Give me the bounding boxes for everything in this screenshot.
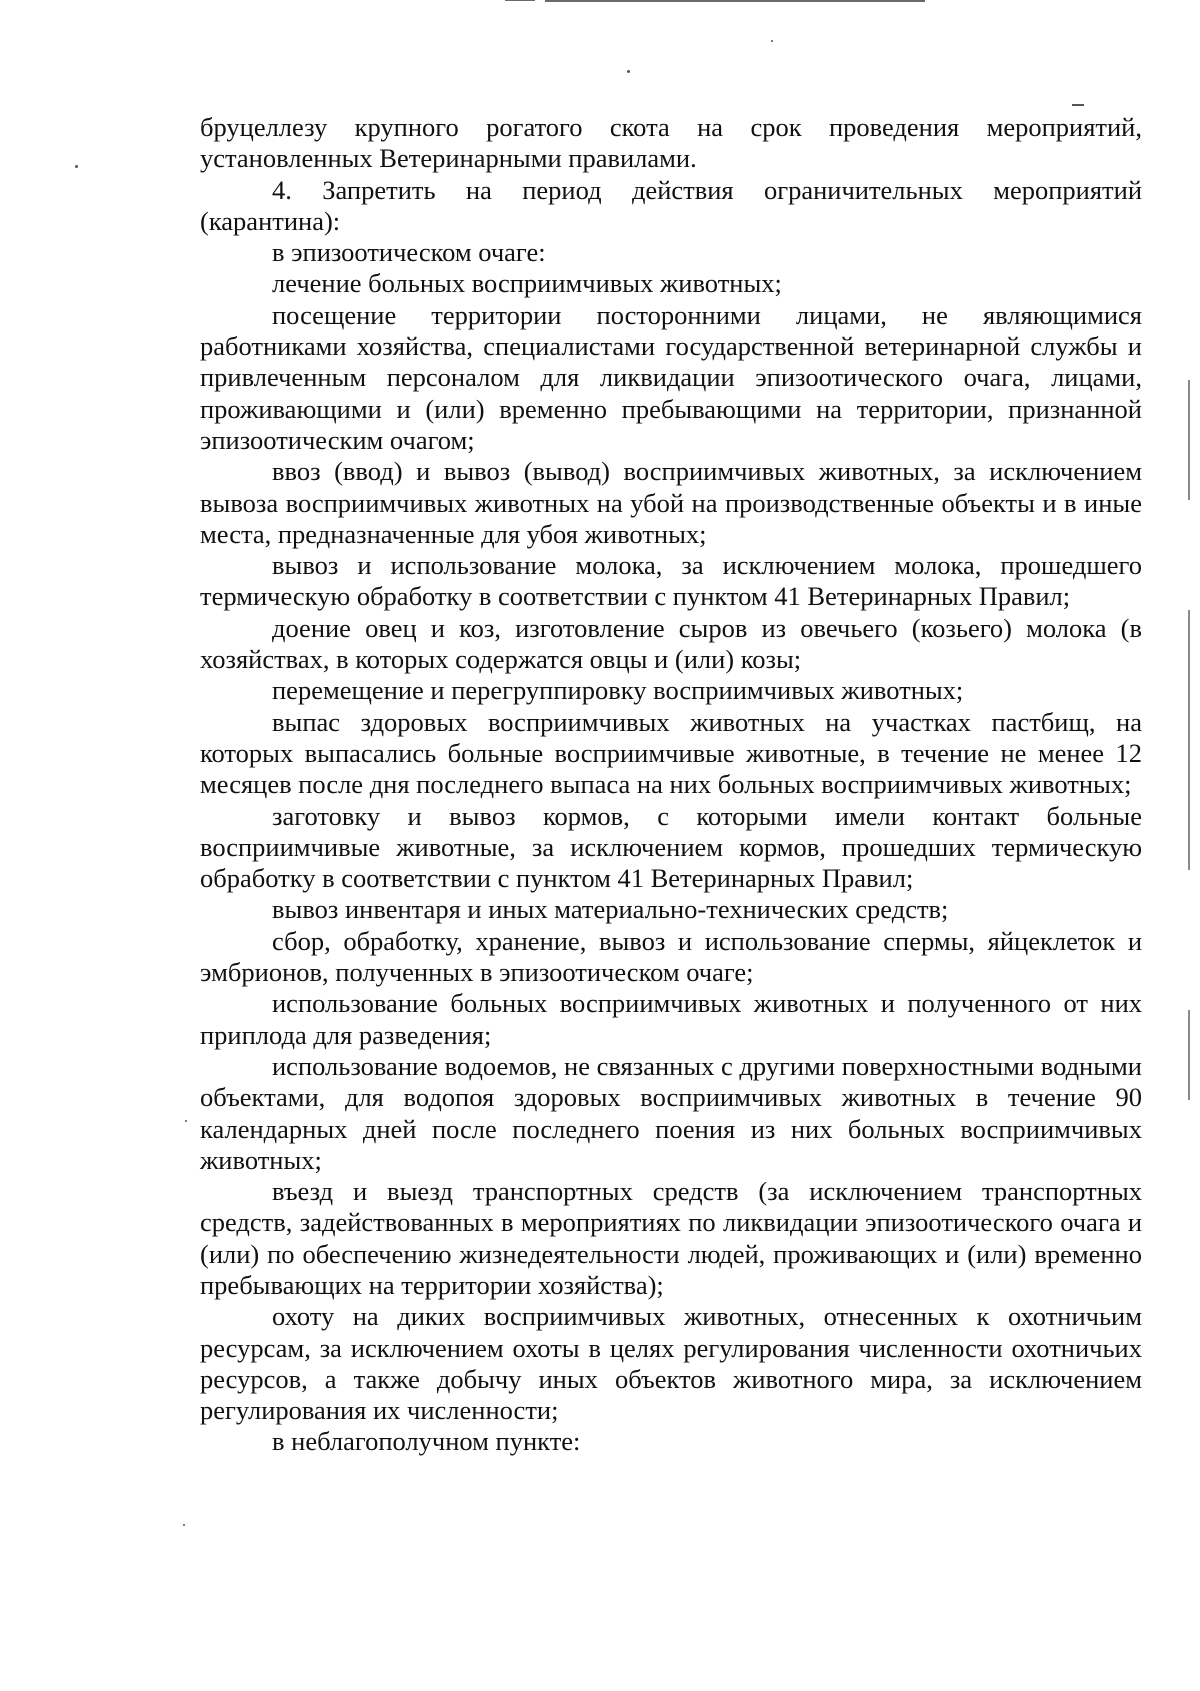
paragraph: в эпизоотическом очаге: <box>272 237 546 268</box>
scan-speck <box>75 165 78 168</box>
paragraph: использование водоемов, не связанных с другими поверхностными водными объектами, для водопоя здоровых восприимчивых животных в течение 90 календарных дней после последнего поения из них больных восприимчивых животных; <box>200 1050 1142 1175</box>
scan-speck <box>771 40 773 42</box>
paragraph: вывоз инвентаря и иных материально-технических средств; <box>272 894 949 925</box>
scan-speck <box>627 70 630 73</box>
paragraph: доение овец и коз, изготовление сыров из овечьего (козьего) молока (в хозяйствах, в которых содержатся овцы и (или) козы; <box>200 612 1142 675</box>
paragraph: посещение территории посторонними лицами, не являющимися работниками хозяйства, специалистами государственной ветеринарной службы и привлеченным персоналом для ликвидации эпизоотического очага, лицами, проживающими и (или) временно пребывающими на территории, признанной эпизоотическим очагом; <box>200 299 1142 455</box>
scan-speck <box>183 1524 185 1526</box>
scan-top-edge-line <box>545 0 925 2</box>
document-body <box>200 112 1142 1458</box>
paragraph: вывоз и использование молока, за исключением молока, прошедшего термическую обработку в соответствии с пунктом 41 Ветеринарных Правил; <box>200 550 1142 612</box>
paragraph: ввоз (ввод) и вывоз (вывод) восприимчивых животных, за исключением вывоза восприимчивых животных на убой на производственные объекты и в иные места, предназначенные для убоя животных; <box>200 456 1142 549</box>
paragraph: выпас здоровых восприимчивых животных на участках пастбищ, на которых выпасались больные восприимчивые животные, в течение не менее 12 месяцев после дня последнего выпаса на них больных восприимчивых животных; <box>200 706 1142 800</box>
paragraph: бруцеллезу крупного рогатого скота на срок проведения мероприятий, установленных Ветеринарными правилами. <box>200 112 1142 174</box>
scan-right-edge-shadow <box>1188 380 1190 500</box>
paragraph: перемещение и перегруппировку восприимчивых животных; <box>272 675 964 706</box>
paragraph: 4. Запретить на период действия ограничительных мероприятий (карантина): <box>200 174 1142 236</box>
paragraph: лечение больных восприимчивых животных; <box>272 268 782 299</box>
scan-top-edge-mark <box>505 0 535 1</box>
scan-right-edge-shadow <box>1188 610 1190 870</box>
paragraph: в неблагополучном пункте: <box>272 1426 581 1457</box>
paragraph: охоту на диких восприимчивых животных, отнесенных к охотничьим ресурсам, за исключением охоты в целях регулирования численности охотничьих ресурсов, а также добычу иных объектов животного мира, за исключением регулирования их численности; <box>200 1301 1142 1426</box>
paragraph: въезд и выезд транспортных средств (за исключением транспортных средств, задействованных в мероприятиях по ликвидации эпизоотического очага и (или) по обеспечению жизнедеятельности людей, проживающих и (или) временно пребывающих на территории хозяйства); <box>200 1176 1142 1300</box>
scan-speck <box>1072 104 1084 106</box>
scan-speck <box>185 1120 187 1122</box>
paragraph: использование больных восприимчивых животных и полученного от них приплода для разведения; <box>200 988 1142 1050</box>
paragraph: заготовку и вывоз кормов, с которыми имели контакт больные восприимчивые животные, за исключением кормов, прошедших термическую обработку в соответствии с пунктом 41 Ветеринарных Правил; <box>200 800 1142 894</box>
paragraph: сбор, обработку, хранение, вывоз и использование спермы, яйцеклеток и эмбрионов, полученных в эпизоотическом очаге; <box>200 925 1142 988</box>
scan-right-edge-shadow <box>1188 1010 1190 1100</box>
